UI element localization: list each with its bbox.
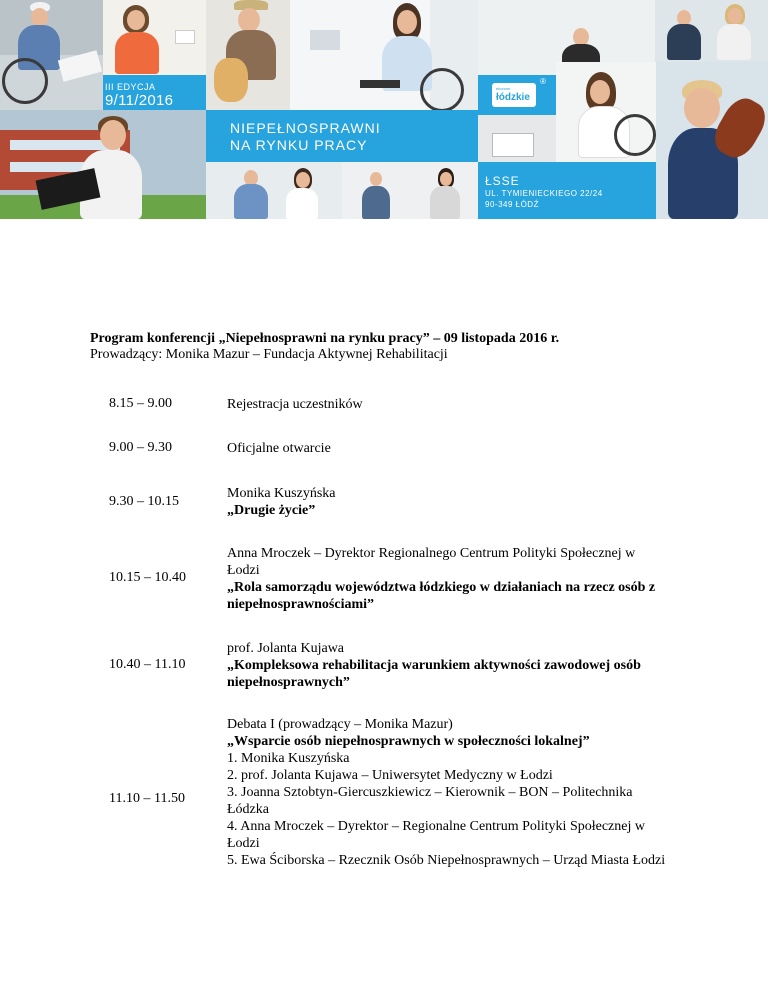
organizer-address-2: 90-349 ŁÓDŹ [485, 200, 539, 209]
schedule-time: 9.30 – 10.15 [109, 494, 179, 509]
photo-meeting-2 [342, 162, 478, 219]
speaker: prof. Jolanta Kujawa [227, 641, 345, 656]
schedule-entry [227, 640, 667, 691]
debate-title: „Wsparcie osób niepełnosprawnych w społeczności lokalnej” [227, 734, 590, 749]
event-date: 9/11/2016 [105, 92, 174, 109]
speaker: Anna Mroczek – Dyrektor Regionalnego Centrum Polityki Społecznej w Łodzi [227, 546, 636, 578]
schedule-entry [227, 716, 667, 869]
schedule-time: 8.15 – 9.00 [109, 396, 172, 411]
talk-title: „Rola samorządu województwa łódzkiego w działaniach na rzecz osób z niepełnosprawnościami” [227, 580, 656, 612]
edition-label: III EDYCJA [105, 82, 156, 92]
panelist: 5. Ewa Ściborska – Rzecznik Osób Niepełnosprawnych – Urząd Miasta Łodzi [227, 853, 666, 868]
photo-building [0, 110, 206, 219]
header-banner [0, 0, 768, 219]
region-logo: ekonom łódzkie ® [492, 83, 536, 107]
panelist: 2. prof. Jolanta Kujawa – Uniwersytet Medyczny w Łodzi [227, 768, 553, 783]
photo-man-with-dog [206, 0, 290, 110]
photo-woman-laptop [290, 0, 478, 110]
schedule-entry: Rejestracja uczestników [227, 397, 363, 412]
schedule-entry: Oficjalne otwarcie [227, 441, 331, 456]
panelist: 3. Joanna Sztobtyn-Giercuszkiewicz – Kierownik – BON – Politechnika Łódzka [227, 785, 633, 817]
panelist: 4. Anna Mroczek – Dyrektor – Regionalne Centrum Polityki Społecznej w Łodzi [227, 819, 645, 851]
organizer-info [485, 174, 603, 210]
schedule-entry [227, 545, 667, 613]
photo-meeting-1 [206, 162, 342, 219]
talk-title: „Drugie życie” [227, 503, 316, 518]
organizer-address-1: UL. TYMIENIECKIEGO 22/24 [485, 189, 603, 198]
organizer-name: ŁSSE [485, 174, 520, 188]
photo-boy-violin [656, 62, 768, 219]
photo-laptop-desk [478, 115, 556, 162]
program-host: Prowadzący: Monika Mazur – Fundacja Aktywnej Rehabilitacji [90, 347, 448, 362]
talk-title: „Kompleksowa rehabilitacja warunkiem aktywności zawodowej osób niepełnosprawnych” [227, 658, 641, 690]
photo-man-wheelchair [0, 0, 103, 110]
photo-woman-wheelchair [556, 62, 656, 162]
program-title: Program konferencji „Niepełnosprawni na rynku pracy” – 09 listopada 2016 r. [90, 331, 560, 346]
banner-headline: NIEPEŁNOSPRAWNI NA RYNKU PRACY [230, 120, 381, 153]
debate-moderator: Debata I (prowadzący – Monika Mazur) [227, 717, 453, 732]
schedule-time: 10.40 – 11.10 [109, 657, 186, 672]
photo-office-meeting [655, 0, 768, 62]
panelist: 1. Monika Kuszyńska [227, 751, 350, 766]
schedule-time: 11.10 – 11.50 [109, 791, 185, 806]
schedule-time: 9.00 – 9.30 [109, 440, 172, 455]
schedule-time: 10.15 – 10.40 [109, 570, 186, 585]
schedule-entry [227, 485, 667, 519]
speaker: Monika Kuszyńska [227, 486, 336, 501]
